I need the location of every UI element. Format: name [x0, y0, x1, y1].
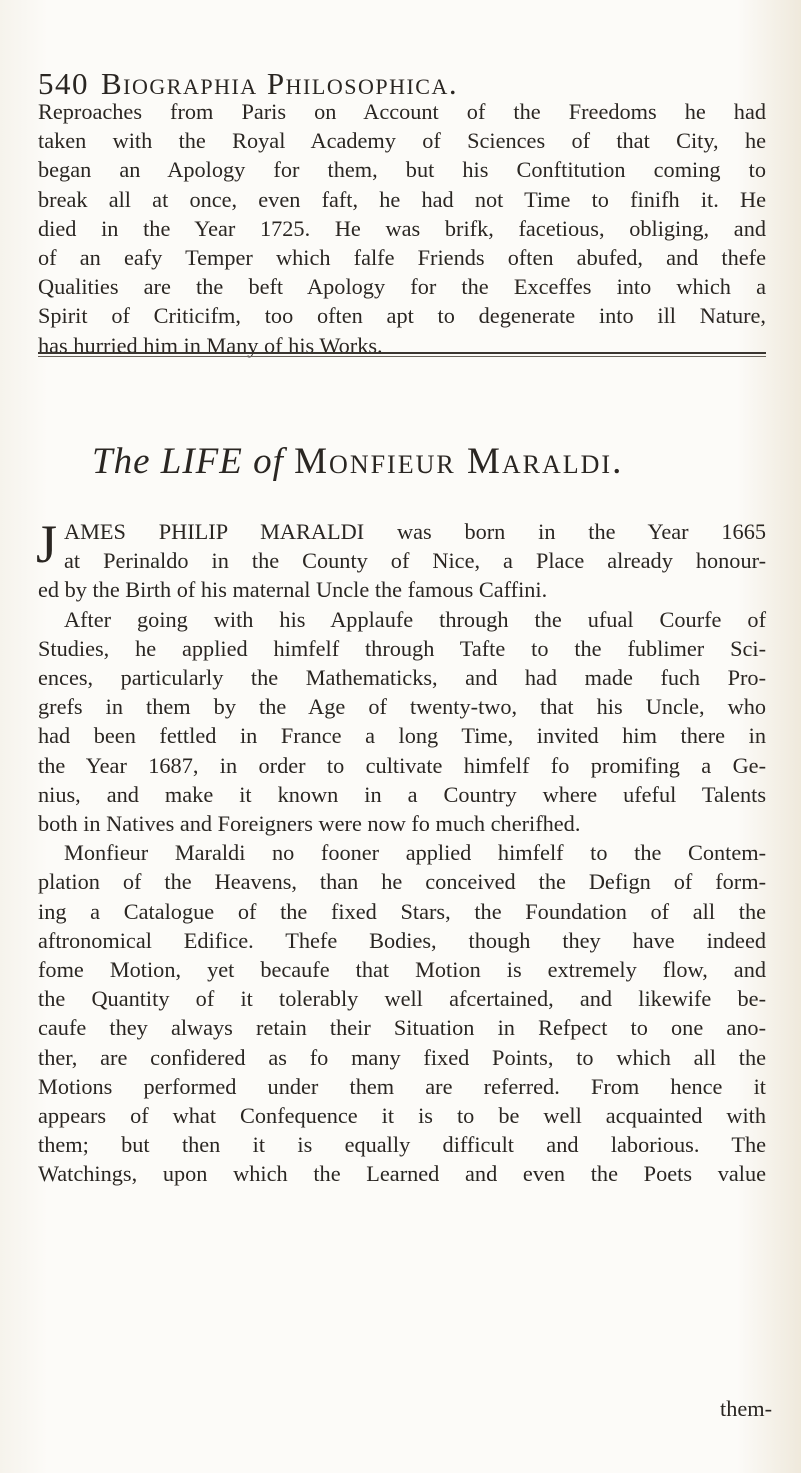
- text-line: break all at once, even faft, he had not Time to finifh it. He: [38, 186, 766, 212]
- text-line: ing a Catalogue of the fixed Stars, the Foundation of all the: [38, 898, 766, 924]
- text-line: ther, are confidered as fo many fixed Points, to which all the: [38, 1044, 766, 1070]
- text-line: AMES PHILIP MARALDI was born in the Year 1665: [64, 519, 766, 544]
- catchword: them-: [720, 1396, 773, 1421]
- text-line: of an eafy Temper which falfe Friends often abufed, and thefe: [38, 245, 766, 271]
- text-line: taken with the Royal Academy of Sciences of that City, he: [38, 128, 766, 154]
- running-head-title: Biographia Philosophica.: [101, 66, 459, 101]
- text-line: ences, particularly the Mathematicks, and had made fuch Pro-: [38, 665, 766, 691]
- drop-cap: J: [36, 514, 58, 574]
- text-line: aftronomical Edifice. Thefe Bodies, though they have indeed: [38, 927, 766, 953]
- text-line: died in the Year 1725. He was brifk, facetious, obliging, and: [38, 215, 766, 241]
- text-line: the Quantity of it tolerably well afcertained, and likewife be-: [38, 986, 766, 1012]
- body-paragraph: [36, 514, 766, 1189]
- title-the-life: The LIFE: [92, 441, 243, 482]
- text-line: Spirit of Criticifm, too often apt to degenerate into ill Nature,: [38, 303, 766, 329]
- text-line: After going with his Applaufe through the ufual Courfe of: [64, 606, 766, 632]
- text-line: plation of the Heavens, than he conceived the Defign of form-: [38, 869, 766, 895]
- continued-paragraph: [38, 97, 766, 360]
- text-line: Monfieur Maraldi no fooner applied himfelf to the Contem-: [64, 840, 766, 866]
- page-number: 540: [38, 66, 89, 101]
- text-line: Reproaches from Paris on Account of the Freedoms he had: [38, 99, 766, 124]
- text-line: appears of what Confequence it is to be well acquainted with: [38, 1103, 766, 1129]
- text-line: Qualities are the beft Apology for the Exceffes into which a: [38, 274, 766, 300]
- text-line: Studies, he applied himfelf through Tafte to the fublimer Sci-: [38, 635, 766, 661]
- text-line: the Year 1687, in order to cultivate himfelf fo promifing a Ge-: [38, 752, 766, 778]
- text-line: both in Natives and Foreigners were now fo much cherifhed.: [38, 811, 581, 837]
- text-line: them; but then it is equally difficult and laborious. The: [38, 1132, 766, 1158]
- text-line: at Perinaldo in the County of Nice, a Place already honour-: [64, 548, 766, 574]
- text-line: nius, and make it known in a Country where ufeful Talents: [38, 781, 766, 807]
- text-line: caufe they always retain their Situation in Refpect to one ano-: [38, 1015, 766, 1041]
- text-line: has hurried him in Many of his Works.: [38, 332, 383, 358]
- text-line: fome Motion, yet becaufe that Motion is extremely flow, and: [38, 957, 766, 983]
- text-line: had been fettled in France a long Time, invited him there in: [38, 723, 766, 749]
- text-line: began an Apology for them, but his Conftitution coming to: [38, 157, 766, 183]
- section-divider-rule: [38, 352, 766, 357]
- title-of: of: [253, 441, 284, 482]
- title-name: Monfieur Maraldi.: [294, 441, 624, 482]
- text-line: Watchings, upon which the Learned and even the Poets value: [38, 1161, 766, 1187]
- section-title: [92, 440, 623, 483]
- text-line: Motions performed under them are referred. From hence it: [38, 1073, 766, 1099]
- text-line: ed by the Birth of his maternal Uncle the famous Caffini.: [38, 577, 548, 603]
- text-line: grefs in them by the Age of twenty-two, that his Uncle, who: [38, 694, 766, 720]
